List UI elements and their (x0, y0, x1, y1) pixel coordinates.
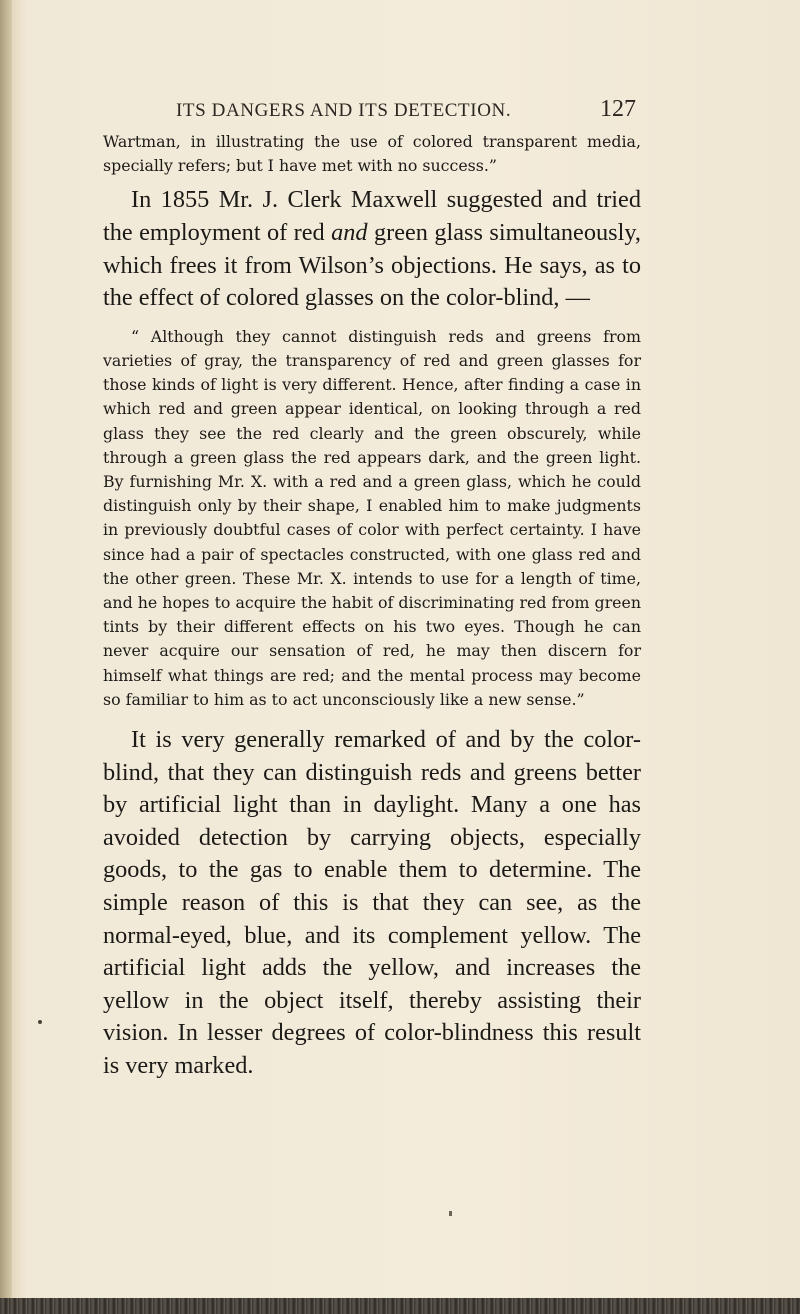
maxwell-paragraph (103, 184, 641, 314)
page-bottom-edge (0, 1298, 800, 1314)
page-speck (449, 1211, 452, 1216)
maxwell-text-start: In 1855 Mr. J. Clerk Maxwell suggested and tried the employment of red (103, 186, 641, 246)
artificial-light-paragraph: It is very generally remarked of and by the color-blind, that they can distinguish reds and greens better by artificial light than in daylight. Many a one has avoided detection by carrying objects, especially goods, to the gas to enable them to determine. The simple reason of this is that they can see, as the normal-eyed, blue, and its complement yellow. The artificial light adds the yellow, and increases the yellow in the object itself, thereby assisting their vision. In lesser degrees of color-blindness this result is very marked. (103, 726, 641, 1079)
page-binding-shadow (0, 0, 12, 1314)
page-header (176, 96, 636, 123)
running-head: ITS DANGERS AND ITS DETECTION. (176, 100, 512, 121)
maxwell-text-end: green glass simultaneously, which frees it from Wilson’s objections. He says, as to the effect of colored glasses on the color-blind, — (103, 219, 641, 312)
page-number: 127 (600, 96, 636, 122)
margin-speck (38, 1020, 42, 1024)
maxwell-quote-paragraph: “ Although they cannot distinguish reds and greens from varieties of gray, the transparency of red and green glasses for those kinds of light is very different. Hence, after finding a case in which red and green appear identical, on looking through a red glass they see the red clearly and the green obscurely, while through a green glass the red appears dark, and the green light. By furnishing Mr. X. with a red and a green glass, which he could distinguish only by their shape, I enabled him to make judgments in previously doubtful cases of color with perfect certainty. I have since had a pair of spectacles constructed, with one glass red and the other green. These Mr. X. intends to use for a length of time, and he hopes to acquire the habit of discriminating red from green tints by their different effects on his two eyes. Though he can never acquire our sensation of red, he may then discern for himself what things are red; and the mental process may become so familiar to him as to act unconsciously like a new sense.” (103, 326, 641, 709)
page-body (103, 130, 641, 1083)
quote-continuation-paragraph: Wartman, in illustrating the use of colored transparent media, specially refers; but I have met with no success.” (103, 132, 641, 176)
emphasis-and: and (331, 219, 368, 246)
